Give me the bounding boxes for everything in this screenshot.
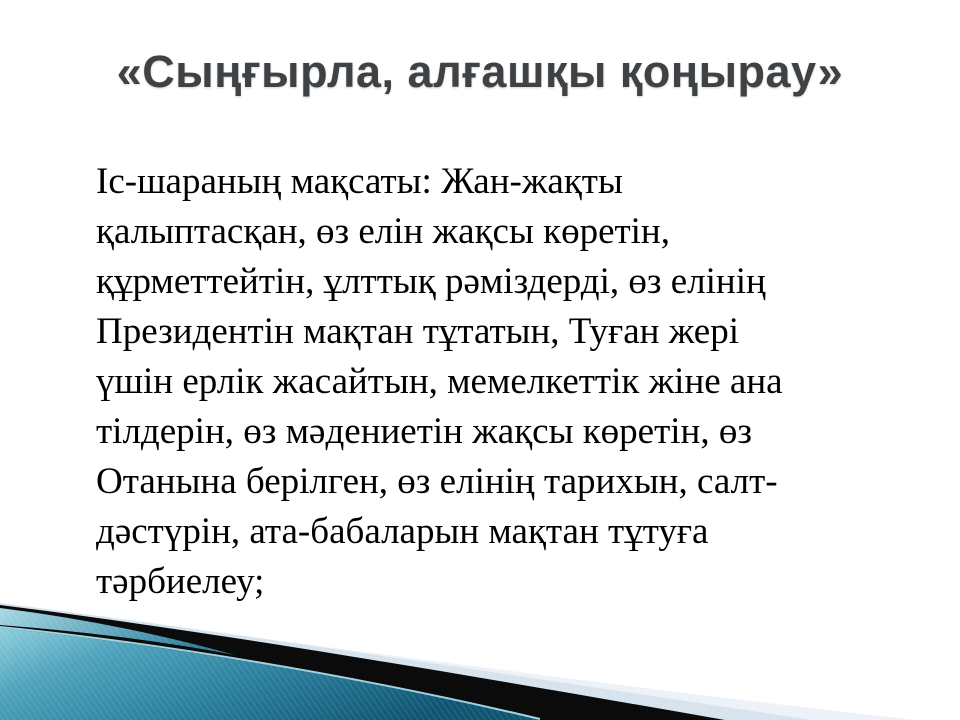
body-line: қалыптасқан, өз елін жақсы көретін,: [96, 211, 670, 252]
body-line: құрметтейтін, ұлттық рәміздерді, өз елінің: [96, 261, 766, 302]
body-line: үшін ерлік жасайтын, мемелкеттік жіне ана: [96, 361, 783, 402]
body-line: Президентін мақтан тұтатын, Туған жері: [96, 311, 739, 352]
slide-body-text: [66, 157, 922, 607]
body-line: тәрбиелеу;: [96, 561, 265, 602]
body-line: Іс-шараның мақсаты: Жан-жақты: [96, 161, 623, 202]
body-line: тілдерін, өз мәдениетін жақсы көретін, өз: [96, 411, 752, 452]
footer-decoration: [0, 595, 960, 720]
body-line: дәстүрін, ата-бабаларын мақтан тұтуға: [96, 511, 709, 552]
body-line: Отанына берілген, өз елінің тарихын, салт-: [96, 461, 778, 502]
slide-title: «Сыңғырла, алғашқы қоңырау»: [116, 46, 844, 97]
